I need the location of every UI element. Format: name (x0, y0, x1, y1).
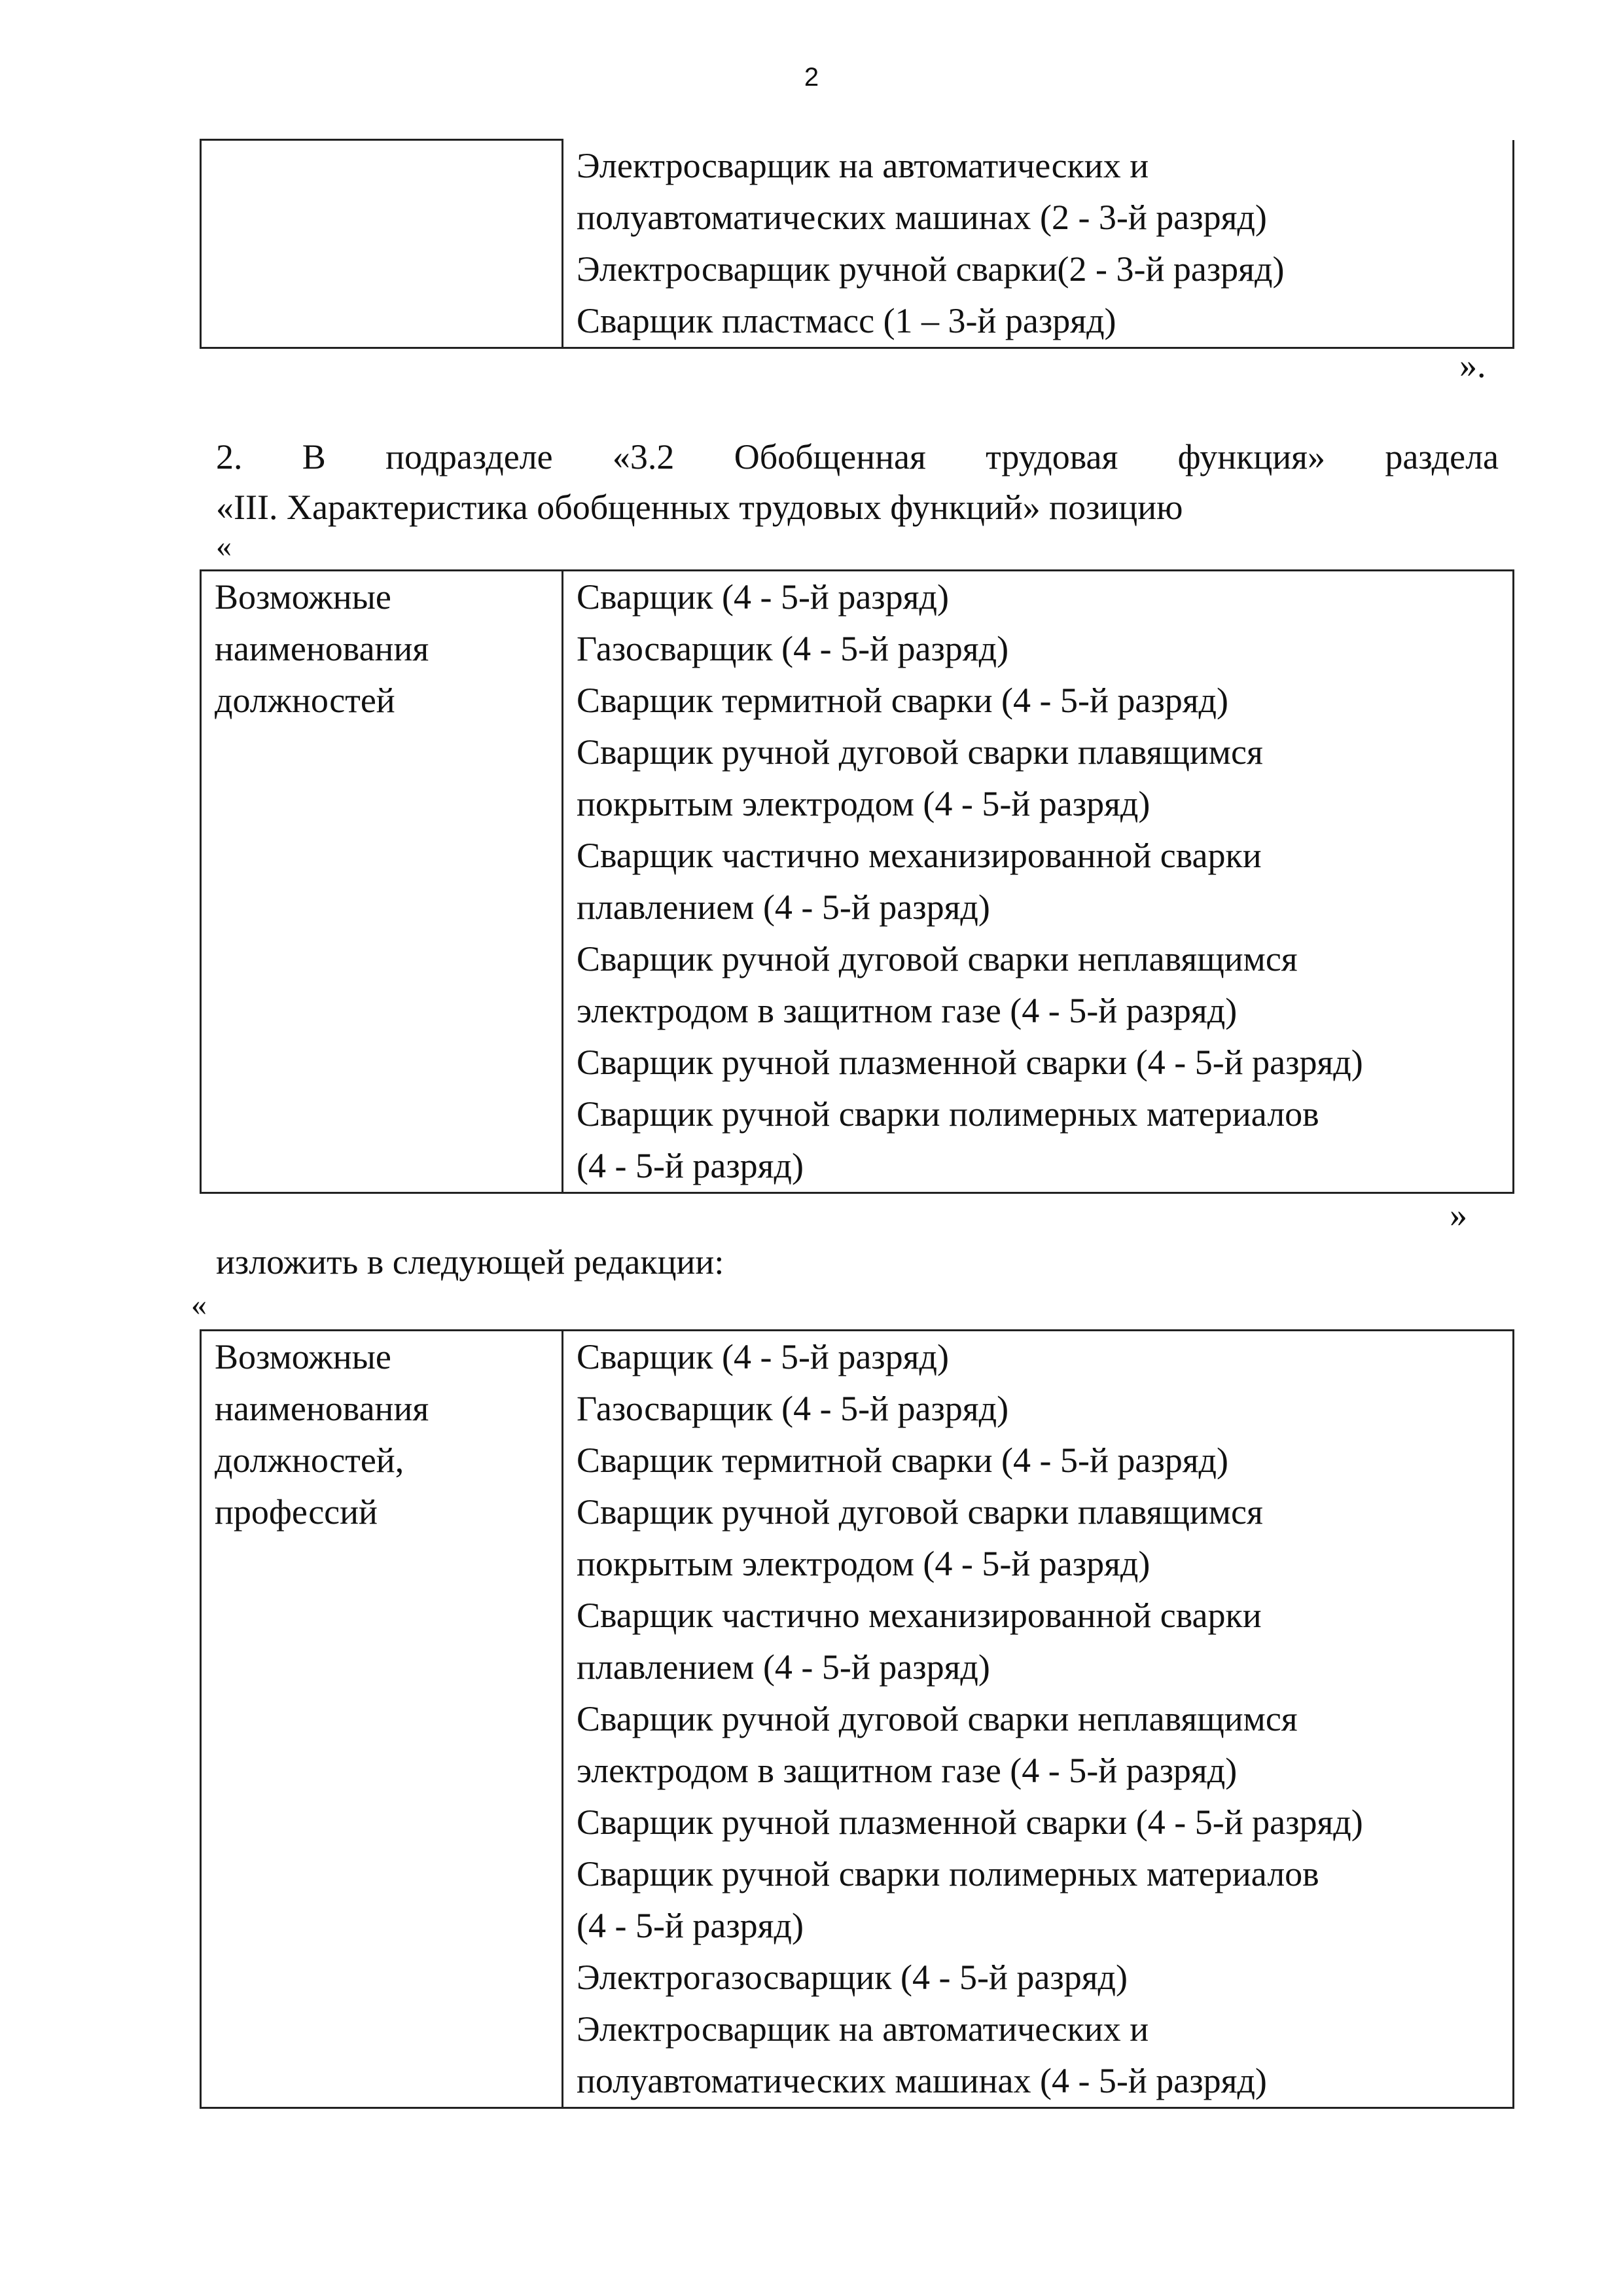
position-line: Сварщик ручной дуговой сварки плавящимся (577, 1492, 1263, 1532)
label-line: Возможные (215, 1337, 391, 1376)
position-line: Электросварщик на автоматических и (577, 145, 1149, 185)
paragraph-line: 2. В подразделе «3.2 Обобщенная трудовая функция» раздела (216, 437, 1499, 476)
position-line: Сварщик термитной сварки (4 - 5-й разряд) (577, 681, 1228, 720)
position-line: Сварщик (4 - 5-й разряд) (577, 1337, 949, 1376)
position-line: Сварщик ручной дуговой сварки неплавящимся (577, 939, 1298, 978)
old-positions-table (200, 569, 1514, 1194)
table-row (201, 140, 1514, 348)
position-line: Сварщик термитной сварки (4 - 5-й разряд) (577, 1441, 1228, 1480)
label-line: Возможные (215, 577, 391, 617)
continued-table (200, 139, 1514, 349)
position-line: Сварщик ручной плазменной сварки (4 - 5-й разряд) (577, 1043, 1363, 1082)
label-line: профессий (215, 1492, 378, 1532)
table-row (201, 571, 1514, 1193)
position-line: Сварщик ручной дуговой сварки плавящимся (577, 732, 1263, 772)
continued-positions-cell (563, 140, 1514, 348)
position-line: полуавтоматических машинах (2 - 3-й разряд) (577, 197, 1267, 237)
position-line: Сварщик (4 - 5-й разряд) (577, 577, 949, 617)
position-line: Электросварщик ручной сварки(2 - 3-й разряд) (577, 249, 1285, 289)
closing-quote: » (1450, 1195, 1467, 1234)
empty-left-cell (201, 140, 563, 348)
opening-quote: « (216, 529, 232, 564)
label-line: должностей (215, 681, 395, 720)
position-line: Сварщик частично механизированной сварки (577, 836, 1262, 875)
label-line: наименования (215, 1389, 429, 1428)
page-number: 2 (804, 63, 819, 92)
positions-cell (563, 1331, 1514, 2108)
position-line: электродом в защитном газе (4 - 5-й разряд) (577, 1751, 1238, 1790)
position-line: Газосварщик (4 - 5-й разряд) (577, 1389, 1009, 1428)
label-line: должностей, (215, 1441, 404, 1480)
position-line: покрытым электродом (4 - 5-й разряд) (577, 784, 1150, 823)
position-line: полуавтоматических машинах (4 - 5-й разряд) (577, 2061, 1267, 2100)
position-line: Сварщик ручной плазменной сварки (4 - 5-й разряд) (577, 1803, 1363, 1842)
position-line: (4 - 5-й разряд) (577, 1146, 804, 1185)
position-line: Сварщик ручной сварки полимерных материалов (577, 1854, 1319, 1893)
position-line: Электрогазосварщик (4 - 5-й разряд) (577, 1958, 1128, 1997)
position-line: Сварщик ручной дуговой сварки неплавящимся (577, 1699, 1298, 1738)
position-line: (4 - 5-й разряд) (577, 1906, 804, 1945)
positions-cell (563, 571, 1514, 1193)
position-line: плавлением (4 - 5-й разряд) (577, 888, 990, 927)
label-cell (201, 1331, 563, 2108)
position-line: электродом в защитном газе (4 - 5-й разряд) (577, 991, 1238, 1030)
position-line: плавлением (4 - 5-й разряд) (577, 1647, 990, 1687)
position-line: покрытым электродом (4 - 5-й разряд) (577, 1544, 1150, 1583)
intro-text: изложить в следующей редакции: (216, 1242, 724, 1282)
position-line: Сварщик ручной сварки полимерных материалов (577, 1094, 1319, 1134)
table-row (201, 1331, 1514, 2108)
opening-quote: « (191, 1287, 207, 1322)
position-line: Сварщик пластмасс (1 – 3-й разряд) (577, 300, 1116, 340)
position-line: Сварщик частично механизированной сварки (577, 1596, 1262, 1635)
closing-quote: ». (1459, 346, 1486, 385)
position-line: Газосварщик (4 - 5-й разряд) (577, 629, 1009, 668)
new-positions-table (200, 1329, 1514, 2109)
position-line: Электросварщик на автоматических и (577, 2009, 1149, 2049)
label-cell (201, 571, 563, 1193)
paragraph-line: «III. Характеристика обобщенных трудовых функций» позицию (216, 488, 1183, 527)
label-line: наименования (215, 629, 429, 668)
